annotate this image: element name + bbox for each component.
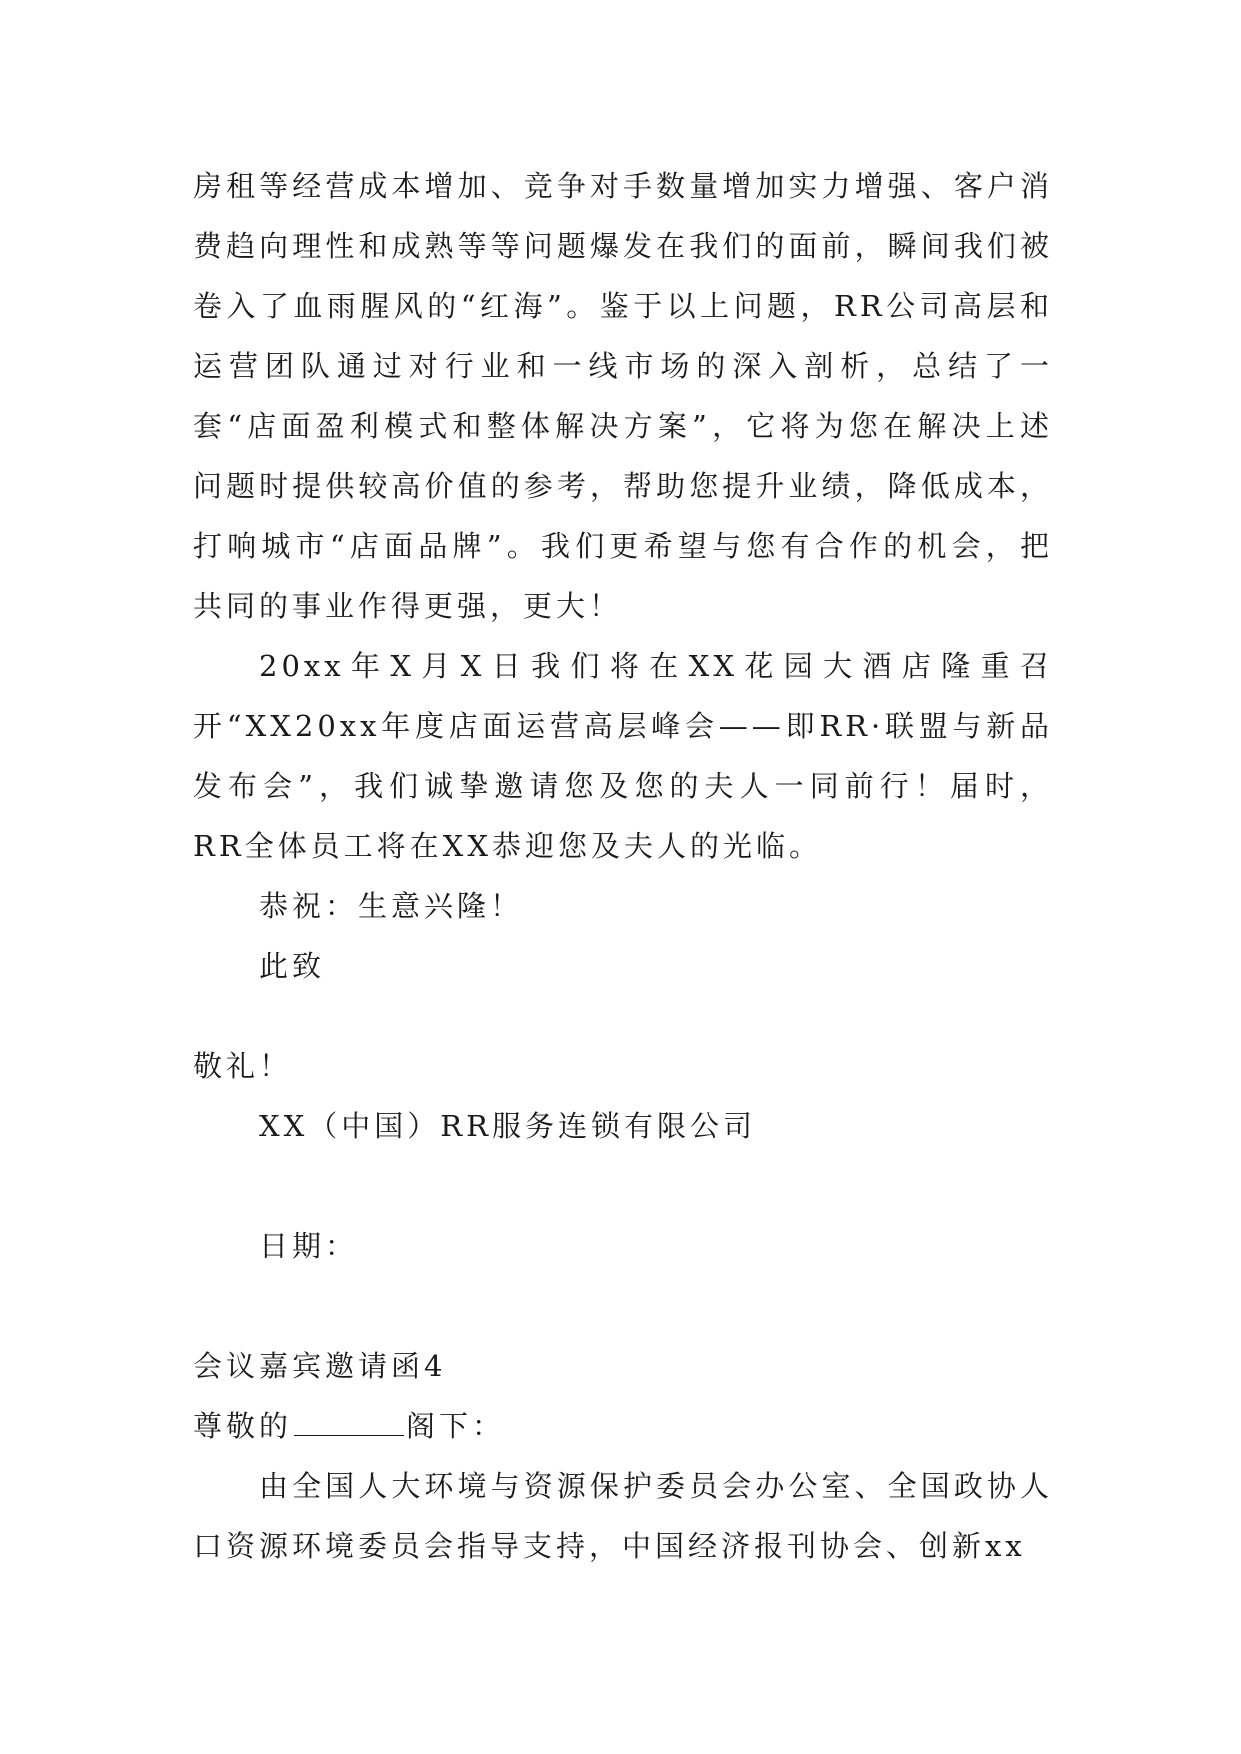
spacer bbox=[193, 1276, 1053, 1336]
closing-line: 此致 bbox=[259, 949, 326, 983]
salutation-suffix: 阁下： bbox=[406, 1409, 506, 1443]
name-blank bbox=[294, 1411, 404, 1436]
paragraph-next-invitation: 由全国人大环境与资源保护委员会办公室、全国政协人口资源环境委员会指导支持，中国经济报刊协会、创新xx bbox=[193, 1469, 1053, 1563]
wishes-line: 恭祝：生意兴隆！ bbox=[259, 889, 524, 923]
paragraph-event-invitation: 20xx年X月X日我们将在XX花园大酒店隆重召开“XX20xx年度店面运营高层峰会——即RR·联盟与新品发布会”，我们诚挚邀请您及您的夫人一同前行！届时，RR全体员工将在XX恭迎您及夫人的光临。 bbox=[193, 649, 1053, 863]
document-body bbox=[193, 156, 1053, 1576]
salutation-line bbox=[193, 1396, 1053, 1456]
section-title: 会议嘉宾邀请函4 bbox=[193, 1349, 447, 1383]
paragraph-continued: 房租等经营成本增加、竞争对手数量增加实力增强、客户消费趋向理性和成熟等等问题爆发在我们的面前，瞬间我们被卷入了血雨腥风的“红海”。鉴于以上问题，RR公司高层和运营团队通过对行业和一线市场的深入剖析，总结了一套“店面盈利模式和整体解决方案”，它将为您在解决上述问题时提供较高价值的参考，帮助您提升业绩，降低成本，打响城市“店面品牌”。我们更希望与您有合作的机会，把共同的事业作得更强，更大！ bbox=[193, 169, 1053, 623]
sender-company: XX（中国）RR服务连锁有限公司 bbox=[259, 1109, 756, 1143]
date-label: 日期： bbox=[259, 1229, 359, 1263]
spacer bbox=[193, 1156, 1053, 1216]
salutation-prefix: 尊敬的 bbox=[193, 1409, 293, 1443]
spacer bbox=[193, 996, 1053, 1036]
closing-salute: 敬礼！ bbox=[193, 1049, 293, 1083]
